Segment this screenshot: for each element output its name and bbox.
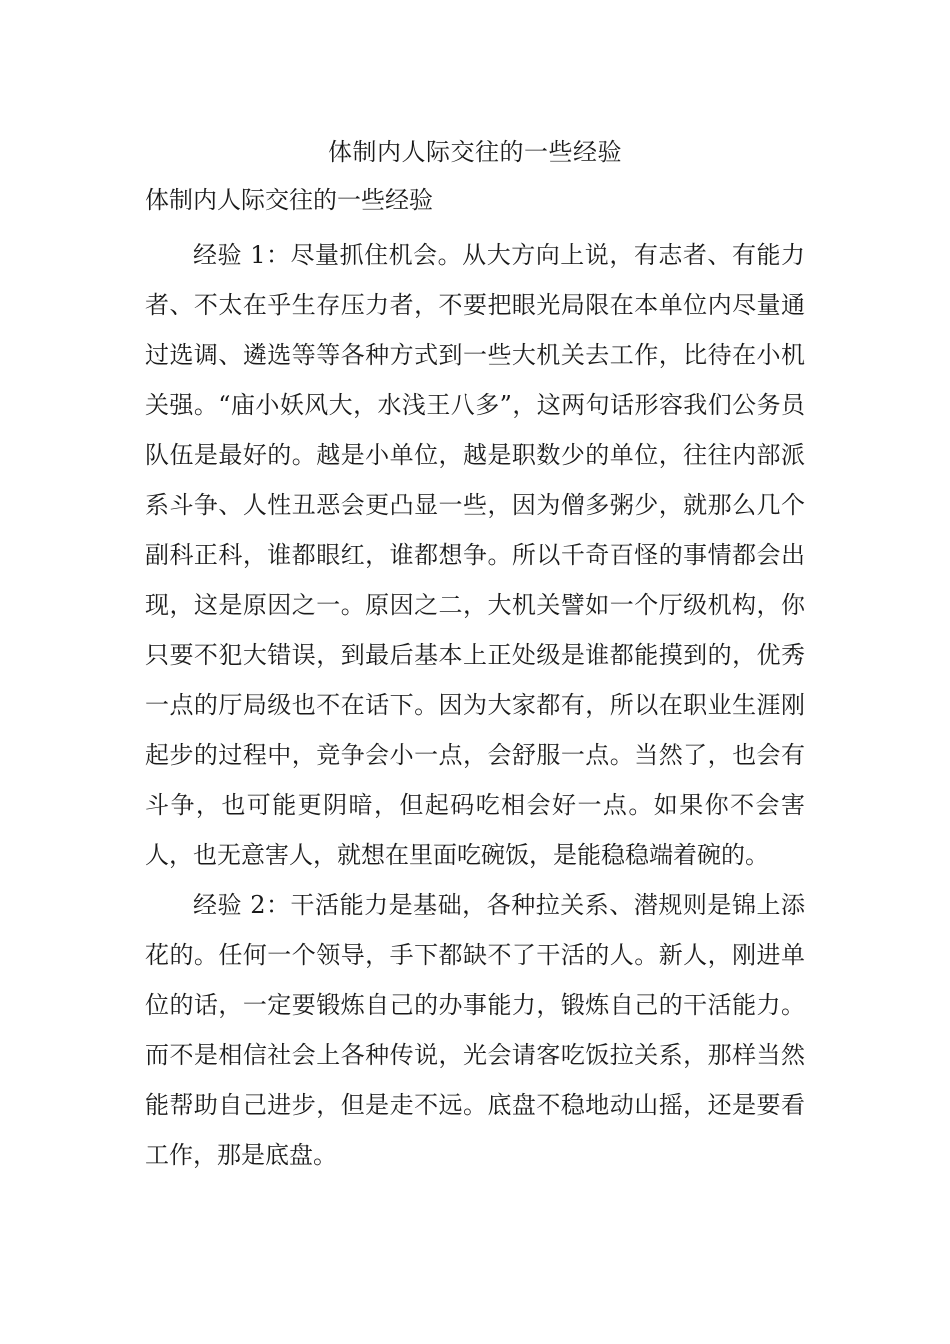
document-title: 体制内人际交往的一些经验 xyxy=(328,138,622,166)
paragraph-experience-2: 经验 2：干活能力是基础，各种拉关系、潜规则是锦上添花的。任何一个领导，手下都缺不了干活的人。新人，刚进单位的话，一定要锻炼自己的办事能力，锻炼自己的干活能力。而不是相信社会上各种传说，光会请客吃饭拉关系，那样当然能帮助自己进步，但是走不远。底盘不稳地动山摇，还是要看工作，那是底盘。 xyxy=(145,891,805,1169)
document-body xyxy=(145,180,805,1180)
document-subtitle: 体制内人际交往的一些经验 xyxy=(145,186,433,214)
paragraph-experience-1: 经验 1：尽量抓住机会。从大方向上说，有志者、有能力者、不太在乎生存压力者，不要把眼光局限在本单位内尽量通过选调、遴选等等各种方式到一些大机关去工作，比待在小机关强。“庙小妖风大，水浅王八多”，这两句话形容我们公务员队伍是最好的。越是小单位，越是职数少的单位，往往内部派系斗争、人性丑恶会更凸显一些，因为僧多粥少，就那么几个副科正科，谁都眼红，谁都想争。所以千奇百怪的事情都会出现，这是原因之一。原因之二，大机关譬如一个厅级机构，你只要不犯大错误，到最后基本上正处级是谁都能摸到的，优秀一点的厅局级也不在话下。因为大家都有，所以在职业生涯刚起步的过程中，竞争会小一点，会舒服一点。当然了，也会有斗争，也可能更阴暗，但起码吃相会好一点。如果你不会害人，也无意害人，就想在里面吃碗饭，是能稳稳端着碗的。 xyxy=(145,241,805,869)
